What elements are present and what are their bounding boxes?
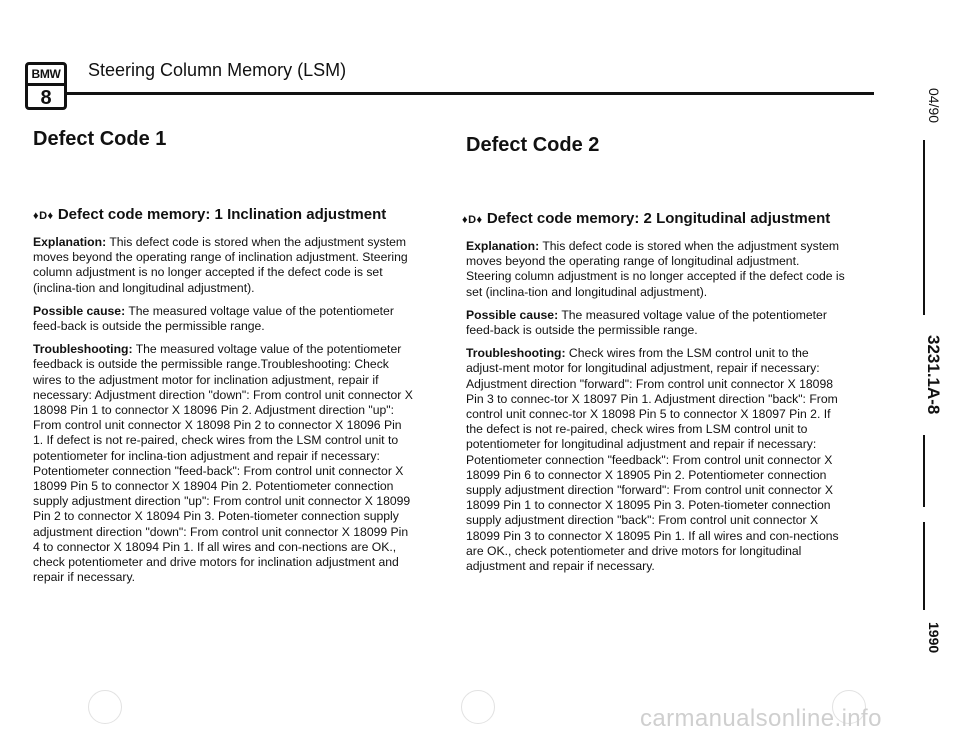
logo-number: 8 (40, 87, 52, 109)
sub-heading-text: Defect code memory: 1 Inclination adjustment (57, 206, 387, 223)
cause-paragraph (466, 308, 848, 338)
explanation-text: This defect code is stored when the adjustment system moves beyond the operating range of inclination adjustment. Steering column adjustment is no longer accepted if the defect code is set (inclina-tion and longitudinal adjustment). (33, 235, 408, 295)
troubleshooting-label: Troubleshooting: (33, 342, 133, 357)
sidebar-date: 04/90 (926, 88, 942, 124)
punch-hole-center (461, 690, 495, 724)
cause-text: The measured voltage value of the potentiometer feed-back is outside the permissible range. (466, 307, 827, 338)
logo-brand: BMW (28, 65, 64, 86)
explanation-paragraph (33, 235, 415, 296)
troubleshooting-paragraph (466, 346, 848, 574)
troubleshooting-paragraph (33, 342, 415, 585)
explanation-label: Explanation: (466, 239, 540, 253)
right-column (466, 239, 848, 582)
sidebar-rule-1 (923, 140, 925, 315)
sub-heading-defect-2 (462, 210, 830, 227)
cause-label: Possible cause: (466, 307, 559, 322)
header-rule (66, 92, 874, 95)
defect-marker: ♦D♦ (462, 214, 483, 226)
bmw-logo (25, 62, 67, 110)
sidebar-rule-2 (923, 435, 925, 507)
page-title: Steering Column Memory (LSM) (88, 60, 347, 80)
defect-marker: ♦D♦ (33, 210, 54, 222)
side-margin (900, 0, 960, 742)
sidebar-year: 1990 (926, 622, 942, 654)
explanation-text: This defect code is stored when the adjustment system moves beyond the operating range of longitudinal adjustment. Steering column adjustment is no longer accepted if the defect code is set (inclina-tion and longitudinal adjustment). (466, 239, 845, 299)
punch-hole-left (88, 690, 122, 724)
troubleshooting-label: Troubleshooting: (466, 346, 566, 361)
watermark: carmanualsonline.info (640, 705, 882, 732)
cause-text: The measured voltage value of the potentiometer feed-back is outside the permissible range. (33, 303, 394, 334)
cause-paragraph (33, 304, 415, 334)
section-title-defect-1: Defect Code 1 (33, 128, 167, 150)
sub-heading-defect-1 (33, 206, 386, 223)
explanation-label: Explanation: (33, 235, 107, 249)
troubleshooting-text: The measured voltage value of the potentiometer feedback is outside the permissible range.Troubleshooting: Check wires to the adjustment motor for inclination adjustment, repair if necessary: Adjustment direction "down": From control unit connector X 18098 Pin 1 to connector X 18096 Pin 2. Adjustment direction "up": From control unit connector X 18098 Pin 2 to connector X 18096 Pin 1. If defect is not re-paired, check wires from the LSM control unit to potentiometer for inclina-tion adjustment and repair if necessary: Potentiometer connection "feed-back": From control unit connector X 18099 Pin 5 to connector X 18904 Pin 2. Potentiometer connection supply adjustment direction "up": From control unit connector X 18099 Pin 2 to connector X 18094 Pin 3. Poten-tiometer connection supply adjustment direction "down": From control unit connector X 18099 Pin 4 to connector X 18094 Pin 1. If all wires and con-nections are OK., check potentiometer and drive motors for inclination adjustment and repair if necessary. (33, 342, 413, 585)
section-title-defect-2: Defect Code 2 (466, 134, 600, 156)
sidebar-code: 3231.1A-8 (924, 335, 943, 415)
cause-label: Possible cause: (33, 303, 126, 318)
left-column (33, 235, 415, 593)
explanation-paragraph (466, 239, 848, 300)
sub-heading-text: Defect code memory: 2 Longitudinal adjustment (486, 210, 831, 227)
sidebar-rule-3 (923, 522, 925, 610)
troubleshooting-text: Check wires from the LSM control unit to the adjust-ment motor for longitudinal adjustment, repair if necessary: Adjustment direction "forward": From control unit connector X 18098 Pin 3 to connec-tor X 18097 Pin 1. Adjustment direction "back": From control unit connec-tor X 18098 Pin 5 to connector X 18097 Pin 2. If the defect is not re-paired, check wires from LSM control unit to potentiometer for longitudinal adjustment and repair if necessary: Potentiometer connection "feedback": From control unit connector X 18099 Pin 6 to connector X 18905 Pin 2. Potentiometer connection supply adjustment direction "forward": From control unit connector X 18099 Pin 1 to connector X 18095 Pin 3. Poten-tiometer connection supply adjustment direction "back": From control unit connector X 18099 Pin 3 to connector X 18095 Pin 1. If all wires and con-nections are OK., check potentiometer and drive motors for longitudinal adjustment and repair if necessary. (466, 346, 839, 574)
